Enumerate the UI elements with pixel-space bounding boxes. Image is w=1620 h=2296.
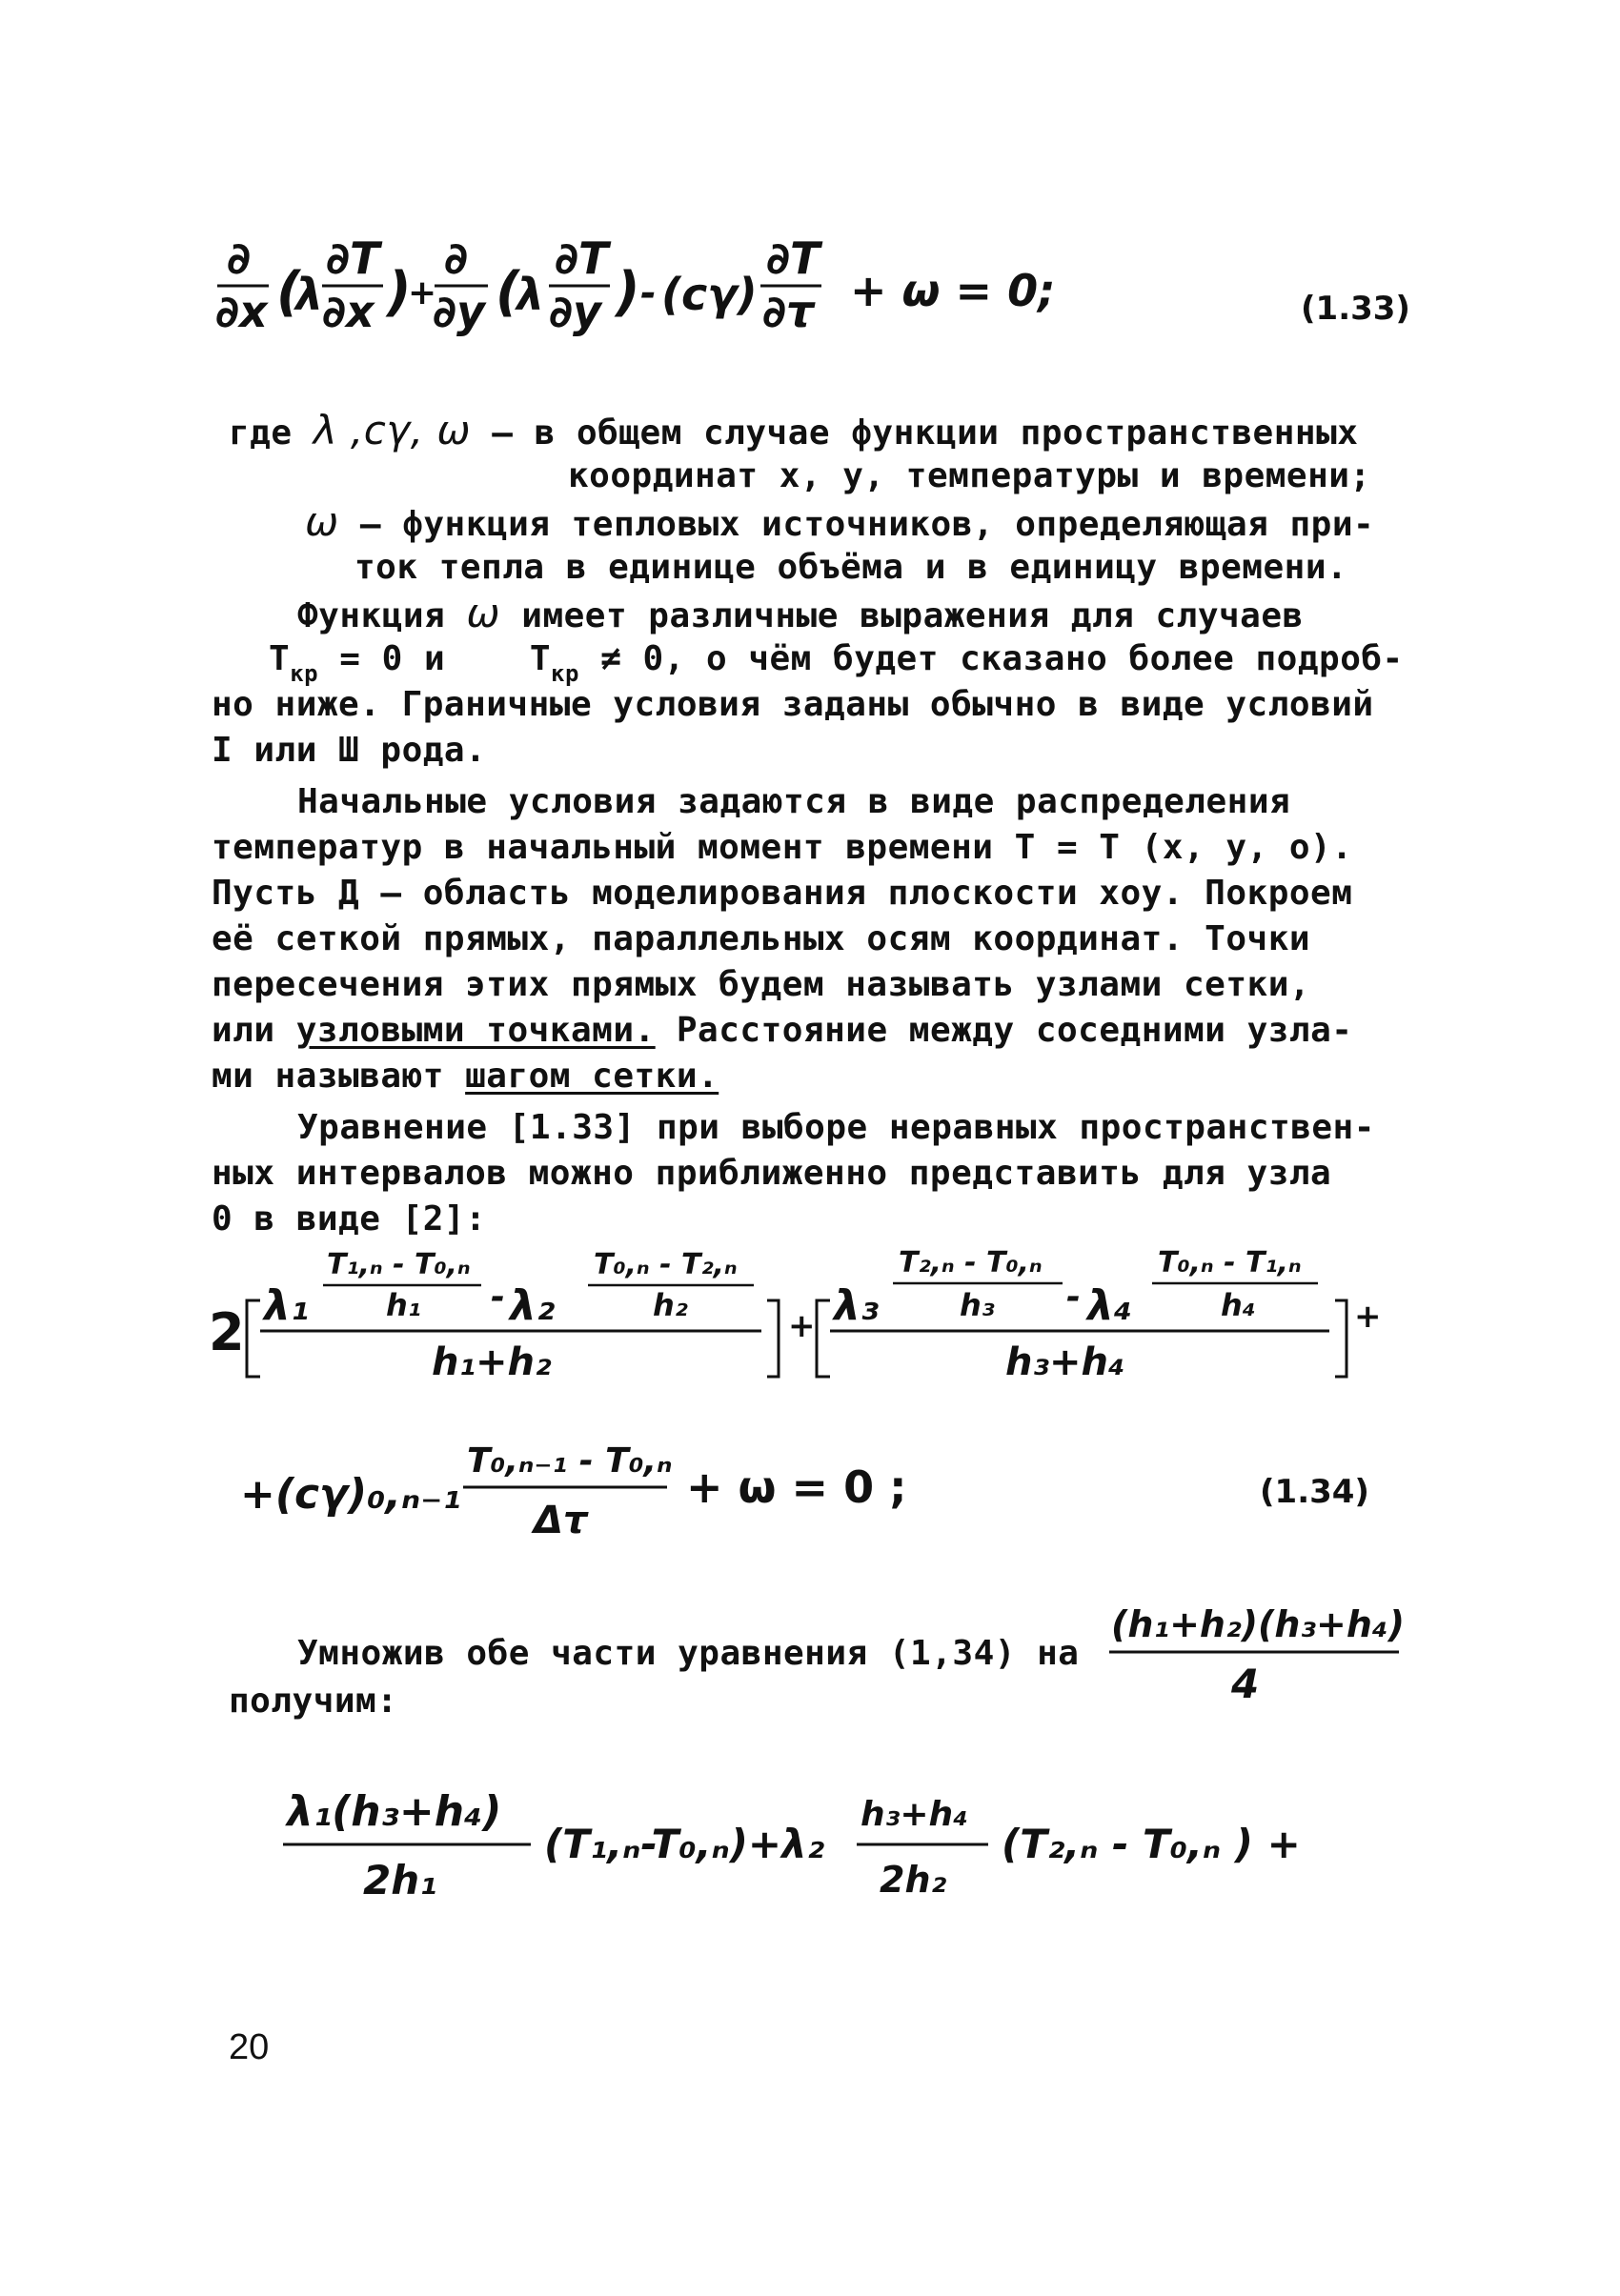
eq134-plus-1: + <box>788 1307 816 1345</box>
equation-final <box>281 1782 1329 1915</box>
paragraph-3-line-3: 0 в виде [2]: <box>212 1199 487 1239</box>
paragraph-2-line-6 <box>212 1008 1352 1054</box>
final-term2: (T₂,ₙ - T₀,ₙ ) + <box>1002 1821 1301 1867</box>
tkr-a-rest: = 0 и <box>318 639 446 678</box>
eq133-paren2-open: ( <box>496 261 520 323</box>
eq134-n4: T₀,ₙ - T₁,ₙ <box>1158 1246 1302 1279</box>
term-nodal-points: узловыми точками. <box>295 1011 656 1050</box>
multiply-line: Умножив обе части уравнения (1,34) на <box>297 1634 1080 1673</box>
eq134-h3: h₃ <box>960 1287 995 1323</box>
paragraph-2-line-1: Начальные условия задаются в виде распределения <box>297 782 1291 821</box>
paragraph-2-line-2: температур в начальный момент времени T = T (x, y, o). <box>212 828 1353 867</box>
eq134-line2-tail: + ω = 0 ; <box>686 1461 907 1513</box>
eq134-den34: h₃+h₄ <box>1005 1340 1125 1384</box>
final-num1: λ₁(h₃+h₄) <box>287 1787 502 1836</box>
omega-symbol: ω <box>305 498 339 545</box>
multiplier-den: 4 <box>1231 1661 1260 1707</box>
eq133-paren2-close: ) <box>616 261 640 323</box>
function-pre: Функция <box>297 596 446 635</box>
paragraph-2-line-5: пересечения этих прямых будем называть узлами сетки, <box>212 965 1311 1004</box>
eq133-dT3-den: ∂τ <box>762 286 815 337</box>
equation-1-34-line-2 <box>238 1434 1429 1558</box>
eq134-lambda1: λ₁ <box>264 1281 310 1330</box>
eq134-n3: T₂,ₙ - T₀,ₙ <box>899 1246 1043 1279</box>
tkr-b-rest: ≠ 0, о чём будет сказано более подроб- <box>578 639 1404 678</box>
eq133-dT3-num: ∂T <box>766 233 820 284</box>
omega-line-1 <box>305 499 1374 548</box>
eq133-dT2-num: ∂T <box>555 233 609 284</box>
multiplier-num: (h₁+h₂)(h₃+h₄) <box>1111 1603 1405 1645</box>
eq133-cgamma: (cγ) <box>661 269 758 320</box>
eq134-h1: h₁ <box>386 1287 421 1323</box>
eq134-den12: h₁+h₂ <box>432 1340 552 1384</box>
final-term1: (T₁,ₙ-T₀,ₙ)+λ₂ <box>544 1821 825 1867</box>
eq134-minus-1: - <box>491 1278 505 1317</box>
eq133-d2-den: ∂y <box>433 286 486 337</box>
eq133-paren1-close: ) <box>387 261 412 323</box>
paragraph-2-line-4: её сеткой прямых, параллельных осям координат. Точки <box>212 919 1311 958</box>
where-intro: где <box>229 413 293 453</box>
eq134-minus-2: - <box>1066 1278 1081 1317</box>
eq133-d1-num: ∂ <box>227 233 252 284</box>
function-line <box>297 591 1304 639</box>
p2-l6-pre: или <box>212 1011 275 1050</box>
tkr-b-sub: кр <box>551 660 579 687</box>
final-den1: 2h₁ <box>363 1857 437 1903</box>
multiplier-fraction <box>1107 1593 1412 1717</box>
tkr-a: T <box>269 639 291 678</box>
omega-text-1: – функция тепловых источников, определяющая при- <box>359 505 1375 544</box>
eq134-lambda4: λ₄ <box>1087 1281 1133 1330</box>
omega-line-2: ток тепла в единице объёма и в единицу времени. <box>354 548 1348 587</box>
paragraph-1-line-3: но ниже. Граничные условия заданы обычно в виде условий <box>212 685 1374 724</box>
eq134-line2-num: T₀,ₙ₋₁ - T₀,ₙ <box>467 1441 673 1480</box>
paragraph-2-line-3: Пусть Д – область моделирования плоскости xoy. Покроем <box>212 874 1353 913</box>
eq133-minus: - <box>640 272 657 315</box>
tkr-a-sub: кр <box>290 660 319 687</box>
where-line-2: координат x, y, температуры и времени; <box>568 456 1371 495</box>
page-number: 20 <box>229 2027 270 2067</box>
final-den2: 2h₂ <box>880 1859 947 1901</box>
paragraph-3-line-2: ных интервалов можно приближенно представить для узла <box>212 1154 1332 1193</box>
eq134-n2: T₀,ₙ - T₂,ₙ <box>594 1248 738 1281</box>
final-num2: h₃+h₄ <box>861 1795 968 1834</box>
eq133-d1-den: ∂x <box>215 286 268 337</box>
eq133-number: (1.33) <box>1301 290 1410 328</box>
eq133-paren1-open: ( <box>276 261 301 323</box>
eq134-h2: h₂ <box>653 1287 688 1323</box>
eq134-n1: T₁,ₙ - T₀,ₙ <box>327 1248 471 1281</box>
where-text-1: – в общем случае функции пространственных <box>492 413 1359 453</box>
eq134-lambda3: λ₃ <box>834 1281 880 1330</box>
eq134-line2-den: Δτ <box>534 1499 588 1542</box>
equation-1-33 <box>210 233 1487 357</box>
paragraph-1-line-4: I или Ш рода. <box>212 731 487 770</box>
eq134-line2-prefix: +(cγ)₀,ₙ₋₁ <box>240 1470 461 1519</box>
where-symbols: λ ,cγ, ω <box>313 407 472 453</box>
eq133-dT2-den: ∂y <box>549 286 602 337</box>
equation-1-34-line-1 <box>205 1234 1444 1405</box>
where-line-1 <box>229 408 1358 456</box>
eq134-lambda2: λ₂ <box>510 1281 556 1330</box>
eq134-coef: 2 <box>209 1302 245 1362</box>
paragraph-3-line-1: Уравнение [1.33] при выборе неравных пространствен- <box>297 1108 1375 1147</box>
eq133-dT1-den: ∂x <box>322 286 375 337</box>
tkr-line <box>269 636 1404 685</box>
p2-l7-pre: ми называют <box>212 1057 444 1096</box>
p2-l6-post: Расстояние между соседними узла- <box>676 1011 1353 1050</box>
eq133-lambda2: λ <box>516 269 545 320</box>
tkr-b: T <box>529 639 552 678</box>
eq134-plus-2: + <box>1354 1298 1382 1336</box>
function-post: имеет различные выражения для случаев <box>521 596 1304 635</box>
eq133-lambda1: λ <box>295 269 324 320</box>
paragraph-2-line-7 <box>212 1054 719 1099</box>
eq133-dT1-num: ∂T <box>326 233 380 284</box>
eq133-plus: + <box>408 273 437 312</box>
eq134-number: (1.34) <box>1260 1473 1369 1511</box>
term-grid-step: шагом сетки. <box>465 1057 719 1096</box>
function-omega: ω <box>466 590 501 636</box>
obtain-line: получим: <box>229 1682 398 1721</box>
eq133-tail: + ω = 0; <box>850 265 1056 316</box>
eq133-d2-num: ∂ <box>444 233 469 284</box>
eq134-h4: h₄ <box>1221 1287 1256 1323</box>
